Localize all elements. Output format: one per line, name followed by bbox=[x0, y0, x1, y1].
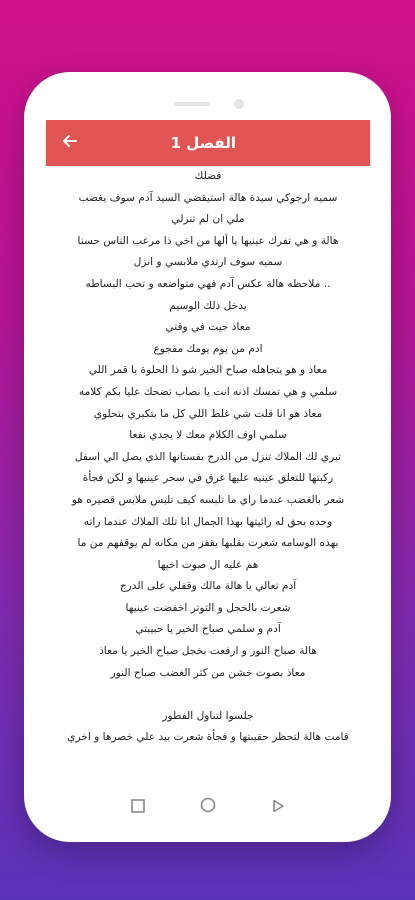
story-line bbox=[48, 684, 368, 706]
back-triangle-icon bbox=[271, 798, 285, 817]
speaker-grille bbox=[174, 102, 210, 106]
story-line: آدم و سلمي صباح الخير يا حبيبتي bbox=[135, 623, 281, 636]
story-line: سلمي اوف الكلام معك لا يجدي نفعا bbox=[129, 429, 287, 442]
story-content[interactable] bbox=[46, 166, 370, 784]
chapter-title: الفصل 1 bbox=[170, 134, 236, 152]
story-line: هم عليه ال صوت اخيها bbox=[157, 558, 259, 571]
story-line: ادم من يوم يومك مفجوع bbox=[153, 342, 263, 355]
story-text bbox=[46, 166, 370, 749]
phone-frame bbox=[24, 72, 391, 842]
front-camera bbox=[234, 99, 244, 109]
back-button[interactable] bbox=[52, 126, 86, 160]
story-line: بهذه الوسامه شعرت بقلبها يقفز من مكانه لم يوقفهم من ما bbox=[77, 537, 339, 550]
story-line: معاذ بصوت خشن من كثر الغضب صباح النور bbox=[110, 666, 306, 679]
system-back-button[interactable] bbox=[266, 795, 290, 819]
story-line: هالة صباح النور و ارفعت بخجل صباح الخير يا معاذ bbox=[99, 645, 317, 658]
story-line: شعرت بالخجل و التوتر اخفضت عينيها bbox=[125, 601, 291, 614]
phone-top-bezel bbox=[24, 72, 391, 120]
story-line: قامت هالة لتحظر حقيبتها و فجأة شعرت بيد علي خصرها و اخري bbox=[67, 731, 349, 744]
story-line: .. ملاحظه هالة عكس آدم فهي متواضعه و تحب البساطه bbox=[85, 277, 331, 290]
story-line: معاذ هو انا قلت شي غلط اللي كل ما بتكبري بتحلوي bbox=[93, 407, 323, 420]
arrow-back-icon bbox=[61, 133, 77, 153]
story-line: وحده يحق له رائيتها بهذا الجمال انا تلك الملاك عندما راته bbox=[83, 515, 333, 528]
story-line: ملي ان لم تنزلي bbox=[171, 213, 245, 226]
app-bar bbox=[46, 120, 370, 166]
story-line: آدم تعالي يا هالة مالك وقفلي على الدرج bbox=[119, 580, 297, 593]
story-line: جلسوا لتناول الفطور bbox=[162, 709, 254, 722]
story-line: سلمي و هي تمسك اذنه انت يا نصاب تضحك عليا بكم كلامه bbox=[78, 385, 338, 398]
system-nav-bar bbox=[24, 784, 391, 830]
recents-button[interactable] bbox=[126, 795, 150, 819]
story-line: سميه ارجوكي سيدة هالة استيقضي السيد آدم سوف يغضب bbox=[78, 191, 338, 204]
story-line: ركبتها للتعلق عينيه عليها غرق في سحر عينيها و لكن فجأة bbox=[82, 472, 334, 485]
home-circle-icon bbox=[200, 797, 216, 817]
story-line: تبري لك الملاك تنزل من الدرج بفستانها الذي يصل الي اسفل bbox=[74, 450, 342, 463]
story-line: سميه سوف ارتدي ملابسي و انزل bbox=[133, 256, 283, 269]
story-line: يدخل ذلك الوسيم bbox=[169, 299, 247, 312]
story-line: فضلك bbox=[194, 170, 222, 182]
story-line: شعر بالغضب عندما راي ما تلبسه كيف تلبس ملابس قصيره هو bbox=[71, 493, 345, 506]
story-line: معاذ جيت في وقتي bbox=[165, 321, 251, 334]
story-line: معاذ و هو يتجاهله صباح الخير شو ذا الحلوة يا قمر اللي bbox=[88, 364, 328, 377]
story-line: هالة و هي تفرك عينيها يا ألها من اخي ذا مرعب الناس حسنا bbox=[77, 234, 339, 247]
home-button[interactable] bbox=[196, 795, 220, 819]
recents-square-icon bbox=[131, 798, 145, 817]
